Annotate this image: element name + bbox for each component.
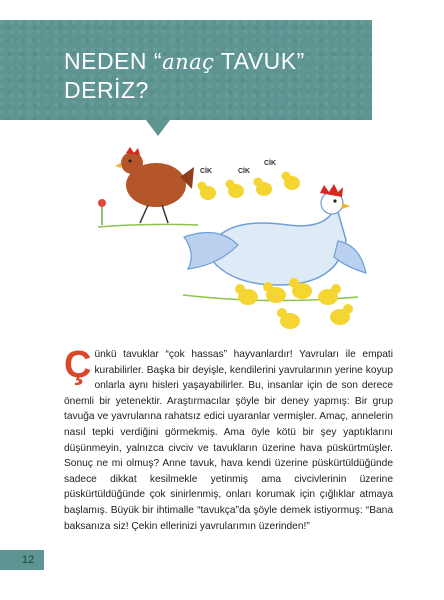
chick-icon [235, 284, 258, 305]
chick-icon [198, 182, 217, 201]
chick-icon [282, 172, 301, 191]
drop-cap: Ç [64, 344, 92, 386]
chick-icon [226, 180, 245, 199]
flower-icon [98, 199, 106, 225]
ground-line [98, 224, 198, 227]
chick-icon [254, 178, 273, 197]
page-number: 12 [22, 554, 35, 566]
chick-icon [330, 304, 353, 325]
title-emphasis: anaç [162, 50, 215, 74]
hens-and-chicks-illustration [88, 145, 368, 340]
brown-hen-icon [115, 147, 194, 223]
chick-sound-label: CİK [264, 160, 277, 167]
speech-bubble-tail [146, 120, 170, 136]
title-line-2: DERİZ? [64, 77, 149, 103]
chick-icon [318, 284, 341, 305]
page-title: NEDEN “anaç TAVUK” DERİZ? [64, 48, 305, 103]
body-paragraph [64, 344, 393, 534]
page-number-box [0, 550, 44, 570]
chick-sound-label: CİK [200, 168, 213, 175]
body-text-content: ünkü tavuklar “çok hassas” hayvanlardır! Yavruları ile empati kurabilirler. Başka bir deyişle, kendilerini yavrularının yerine koyup onlarla aynı hisleri yaşayabilirler. Bu, insanlar için de son derece önemli bir yetenektir. Araştırmacılar şöyle bir deney yapmış: Bir grup tavuğa ve yavrularına rahatsız edici uyaranlar vermişler. Amaç, annelerin nasıl tepki verdiğini görmekmiş. Ama öyle kötü bir şey yaptıklarını düşünmeyin, yalnızca civciv ve tavukların üzerine hava püskürtmüşler. Sonuç ne mi olmuş? Anne tavuk, hava kendi üzerine püskürtüldüğünde sadece dikkat kesilmekle yetinmiş ama civcivlerinin üzerine püskürtüldüğünde çok sinirlenmiş, onları korumak için çığlıklar atmaya başlamış. Büyük bir ihtimalle “tavukça”da şöyle demek istiyormuş: “Bana baksanıza siz! Çekin ellerinizi yavrularımın üzerinden!” [64, 349, 393, 532]
chick-sound-label: CİK [238, 168, 251, 175]
chick-icon [277, 308, 300, 329]
